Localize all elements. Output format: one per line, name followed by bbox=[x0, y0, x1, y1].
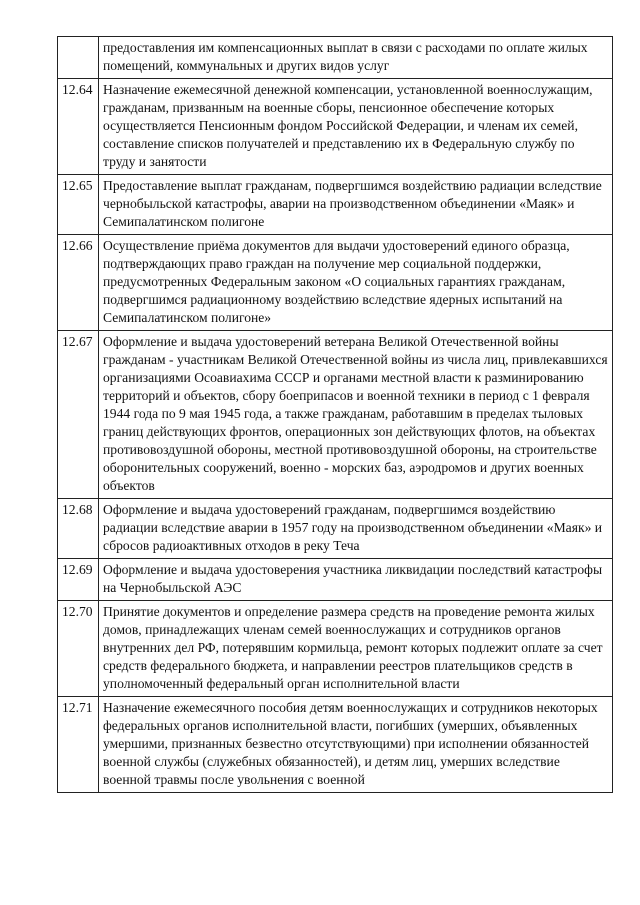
row-number bbox=[58, 37, 99, 79]
row-text: Оформление и выдача удостоверений гражданам, подвергшимся воздействию радиации вследствие аварии в 1957 году на производственном объединении «Маяк» и сбросов радиоактивных отходов в реку Теча bbox=[99, 499, 613, 559]
row-number: 12.66 bbox=[58, 235, 99, 331]
row-number: 12.71 bbox=[58, 697, 99, 793]
services-table bbox=[57, 36, 613, 793]
table-row bbox=[58, 79, 613, 175]
row-number: 12.68 bbox=[58, 499, 99, 559]
row-text: Предоставление выплат гражданам, подвергшимся воздействию радиации вследствие чернобыльской катастрофы, аварии на производственном объединении «Маяк» и Семипалатинском полигоне bbox=[99, 175, 613, 235]
row-text: Оформление и выдача удостоверения участника ликвидации последствий катастрофы на Чернобыльской АЭС bbox=[99, 559, 613, 601]
document-page bbox=[57, 36, 612, 793]
row-text: Назначение ежемесячного пособия детям военнослужащих и сотрудников некоторых федеральных органов исполнительной власти, погибших (умерших, объявленных умершими, признанных безвестно отсутствующими) при исполнении обязанностей военной службы (служебных обязанностей), и детям лиц, умерших вследствие военной травмы после увольнения с военной bbox=[99, 697, 613, 793]
row-text: Оформление и выдача удостоверений ветерана Великой Отечественной войны гражданам - участникам Великой Отечественной войны из числа лиц, привлекавшихся организациями Осоавиахима СССР и органами местной власти к разминированию территорий и объектов, сбору боеприпасов и военной техники в период с 1 февраля 1944 года по 9 мая 1945 года, а также гражданам, работавшим в пределах тыловых границ действующих фронтов, операционных зон действующих флотов, на объектах противовоздушной обороны, местной противовоздушной обороны, на строительстве оборонительных сооружений, военно - морских баз, аэродромов и других военных объектов bbox=[99, 331, 613, 499]
table-row bbox=[58, 559, 613, 601]
row-number: 12.69 bbox=[58, 559, 99, 601]
table-row bbox=[58, 235, 613, 331]
row-number: 12.64 bbox=[58, 79, 99, 175]
row-number: 12.67 bbox=[58, 331, 99, 499]
row-text: Назначение ежемесячной денежной компенсации, установленной военнослужащим, гражданам, призванным на военные сборы, пенсионное обеспечение которых осуществляется Пенсионным фондом Российской Федерации, и членам их семей, составление списков получателей и представлению их в Федеральную службу по труду и занятости bbox=[99, 79, 613, 175]
row-text: предоставления им компенсационных выплат в связи с расходами по оплате жилых помещений, коммунальных и других видов услуг bbox=[99, 37, 613, 79]
row-text: Осуществление приёма документов для выдачи удостоверений единого образца, подтверждающих право граждан на получение мер социальной поддержки, предусмотренных Федеральным законом «О социальных гарантиях гражданам, подвергшимся радиационному воздействию вследствие ядерных испытаний на Семипалатинском полигоне» bbox=[99, 235, 613, 331]
table-row bbox=[58, 175, 613, 235]
table-row bbox=[58, 331, 613, 499]
row-text: Принятие документов и определение размера средств на проведение ремонта жилых домов, принадлежащих членам семей военнослужащих и сотрудников органов внутренних дел РФ, потерявшим кормильца, ремонт которых подлежит оплате за счет средств федерального бюджета, и направлении реестров плательщиков средств в уполномоченный федеральный орган исполнительной власти bbox=[99, 601, 613, 697]
row-number: 12.70 bbox=[58, 601, 99, 697]
table-row bbox=[58, 697, 613, 793]
table-row bbox=[58, 499, 613, 559]
table-row bbox=[58, 37, 613, 79]
table-row bbox=[58, 601, 613, 697]
row-number: 12.65 bbox=[58, 175, 99, 235]
